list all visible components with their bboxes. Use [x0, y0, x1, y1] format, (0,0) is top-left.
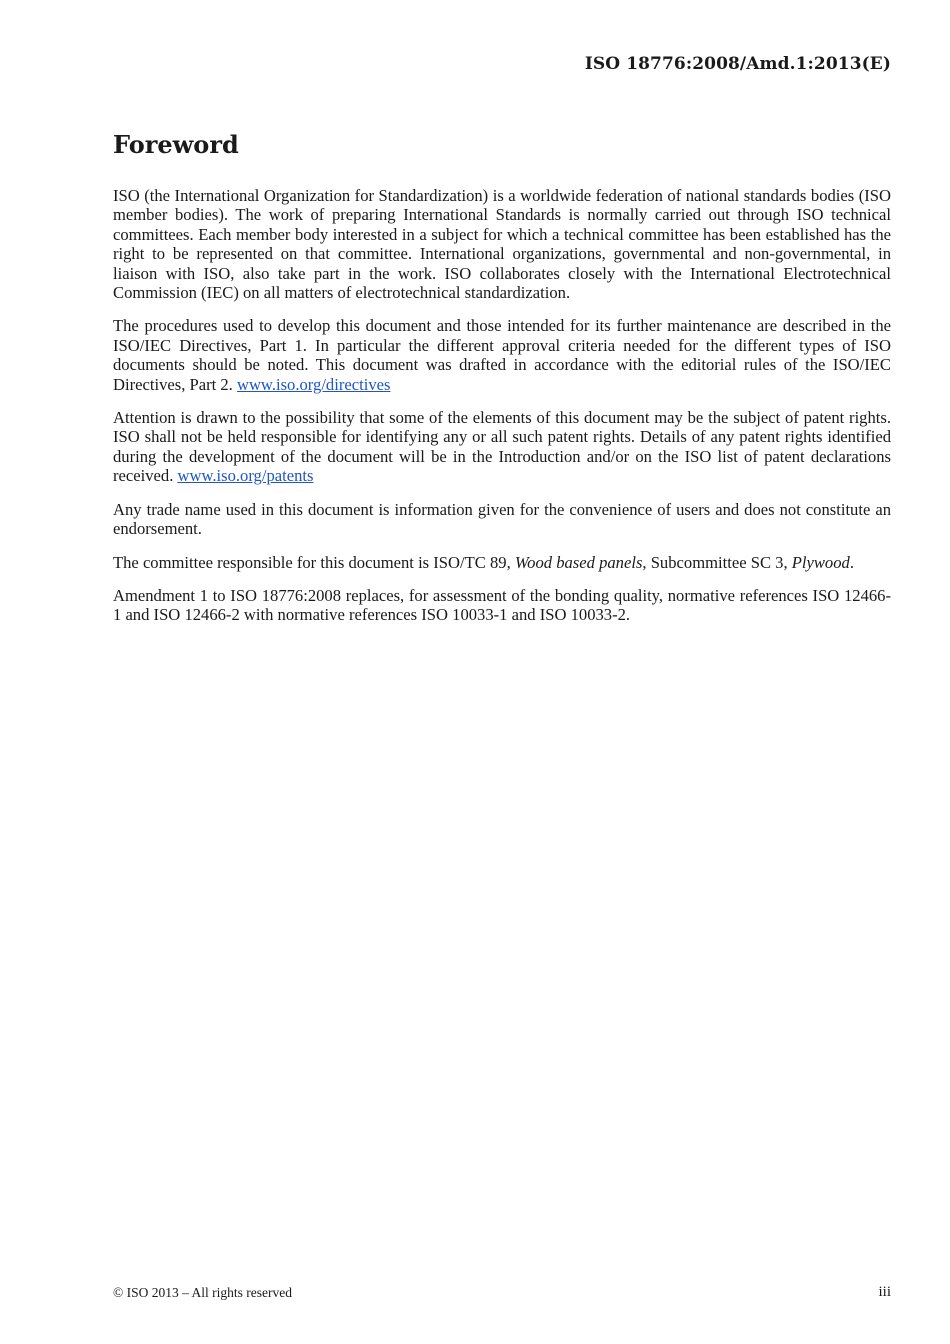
paragraph-patent-rights — [113, 408, 891, 486]
subcommittee-title-italic: Plywood — [791, 552, 850, 572]
committee-text-1: The committee responsible for this document is ISO/TC 89, — [113, 552, 515, 572]
page-title: Foreword — [113, 130, 239, 159]
document-identifier: ISO 18776:2008/Amd.1:2013(E) — [584, 54, 891, 74]
committee-title-italic: Wood based panels — [514, 552, 643, 572]
paragraph-amendment: Amendment 1 to ISO 18776:2008 replaces, for assessment of the bonding quality, normative references ISO 12466-1 and ISO 12466-2 with normative references ISO 10033-1 and ISO 10033-2. — [113, 585, 891, 625]
paragraph-trade-name: Any trade name used in this document is information given for the convenience of users and does not constitute an endorsement. — [113, 499, 891, 539]
paragraph-procedures-text: The procedures used to develop this document and those intended for its further maintenance are described in the ISO/IEC Directives, Part 1. In particular the different approval criteria needed for the different types of ISO documents should be noted. This document was drafted in accordance with the editorial rules of the ISO/IEC Directives, Part 2. — [113, 316, 891, 394]
footer-page-number: iii — [878, 1284, 891, 1300]
foreword-body — [113, 186, 891, 639]
patents-link[interactable]: www.iso.org/patents — [177, 466, 314, 486]
directives-link[interactable]: www.iso.org/directives — [236, 374, 391, 394]
paragraph-procedures — [113, 316, 891, 394]
paragraph-patent-rights-text: Attention is drawn to the possibility that some of the elements of this document may be the subject of patent rights. ISO shall not be held responsible for identifying any or all such patent rights. Details of any patent rights identified during the development of the document will be in the Introduction and/or on the ISO list of patent declarations received. — [113, 408, 891, 486]
footer-copyright: © ISO 2013 – All rights reserved — [113, 1285, 292, 1300]
paragraph-committee — [113, 553, 891, 572]
paragraph-iso-organization: ISO (the International Organization for Standardization) is a worldwide federation of national standards bodies (ISO member bodies). The work of preparing International Standards is normally carried out through ISO technical committees. Each member body interested in a subject for which a technical committee has been established has the right to be represented on that committee. International organizations, governmental and non-governmental, in liaison with ISO, also take part in the work. ISO collaborates closely with the International Electrotechnical Commission (IEC) on all matters of electrotechnical standardization. — [113, 186, 891, 303]
committee-text-2: , Subcommittee SC 3, — [642, 552, 792, 572]
committee-text-3: . — [849, 552, 854, 572]
